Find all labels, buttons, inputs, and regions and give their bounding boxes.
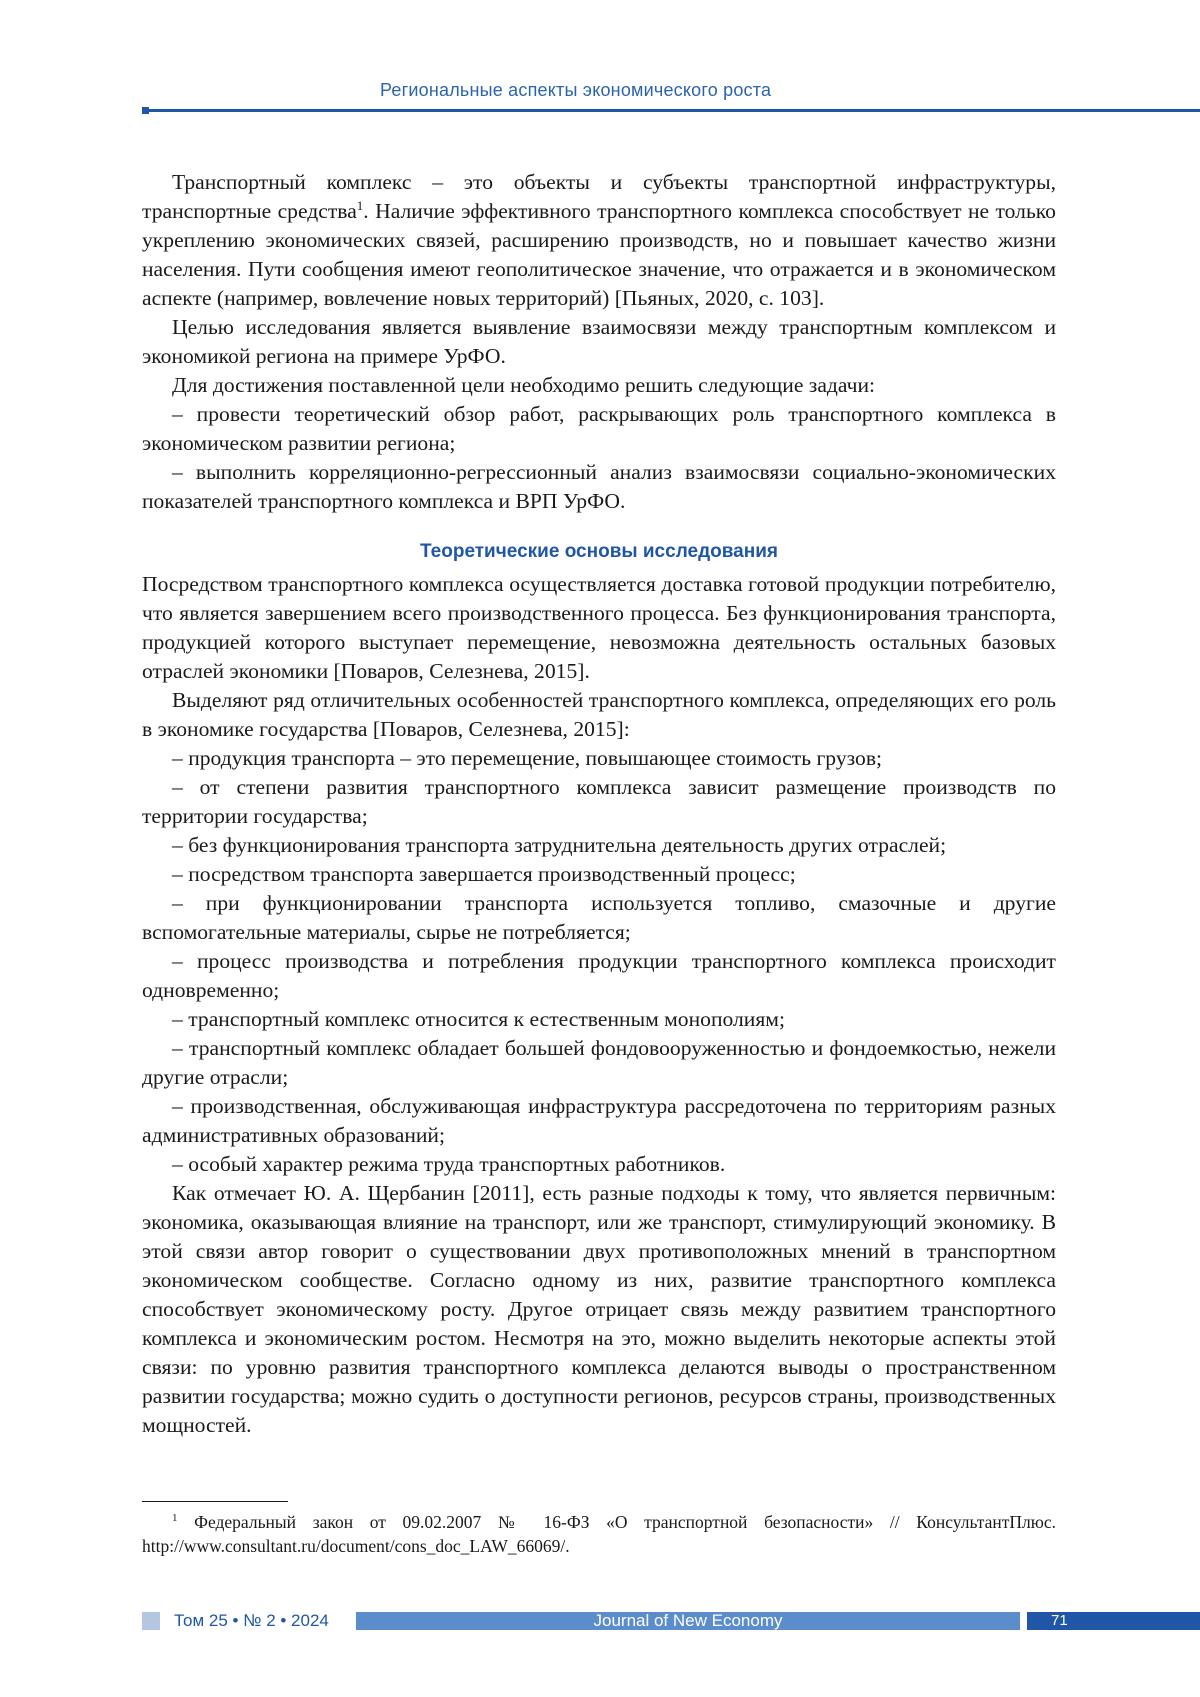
footnote-ref[interactable]: 1	[357, 198, 364, 213]
footnote-separator	[142, 1501, 288, 1502]
feature-list-item: – посредством транспорта завершается производственный процесс;	[142, 860, 1056, 889]
section-paragraph-2: Выделяют ряд отличительных особенностей транспортного комплекса, определяющих его роль в экономике государства [Поваров, Селезнева, 2015]:	[142, 686, 1056, 744]
section-title: Теоретические основы исследования	[142, 538, 1056, 566]
feature-list-item: – производственная, обслуживающая инфраструктура рассредоточена по территориям разных административных образований;	[142, 1092, 1056, 1150]
feature-list-item: – процесс производства и потребления продукции транспортного комплекса происходит одновременно;	[142, 947, 1056, 1005]
page-footer	[142, 1611, 1200, 1631]
feature-list-item: – продукция транспорта – это перемещение, повышающее стоимость грузов;	[142, 744, 1056, 773]
footnote	[142, 1510, 1056, 1558]
article-body	[142, 168, 1056, 1440]
footnote-marker: 1	[172, 1512, 178, 1524]
task-item: – провести теоретический обзор работ, раскрывающих роль транспортного комплекса в экономическом развитии региона;	[142, 400, 1056, 458]
intro-paragraph-1: Транспортный комплекс – это объекты и субъекты транспортной инфраструктуры, транспортные средства1. Наличие эффективного транспортного комплекса способствует не только укреплению экономических связей, расширению производств, но и повышает качество жизни населения. Пути сообщения имеют геополитическое значение, что отражается и в экономическом аспекте (например, вовлечение новых территорий) [Пьяных, 2020, с. 103].	[142, 168, 1056, 313]
footer-journal-title: Journal of New Economy	[356, 1612, 1020, 1630]
feature-list-item: – при функционировании транспорта используется топливо, смазочные и другие вспомогательные материалы, сырье не потребляется;	[142, 889, 1056, 947]
footnote-text: Федеральный закон от 09.02.2007 № 16-ФЗ «О транспортной безопасности» // КонсультантПлюс. http://www.consultant.ru/document/cons_doc_LAW_66069/.	[142, 1512, 1056, 1556]
feature-list-item: – без функционирования транспорта затруднительна деятельность других отраслей;	[142, 831, 1056, 860]
running-head: Региональные аспекты экономического роста	[380, 80, 771, 101]
feature-list-item: – от степени развития транспортного комплекса зависит размещение производств по территории государства;	[142, 773, 1056, 831]
section-paragraph-1: Посредством транспортного комплекса осуществляется доставка готовой продукции потребителю, что является завершением всего производственного процесса. Без функционирования транспорта, продукцией которого выступает перемещение, невозможна деятельность остальных базовых отраслей экономики [Поваров, Селезнева, 2015].	[142, 570, 1056, 686]
footer-square-icon	[142, 1612, 160, 1630]
footer-volume-info: Том 25 • № 2 • 2024	[174, 1611, 329, 1631]
footer-page-number-box	[1027, 1612, 1200, 1630]
feature-list-item: – транспортный комплекс относится к естественным монополиям;	[142, 1005, 1056, 1034]
task-item: – выполнить корреляционно-регрессионный анализ взаимосвязи социально-экономических показателей транспортного комплекса и ВРП УрФО.	[142, 458, 1056, 516]
feature-list-item: – особый характер режима труда транспортных работников.	[142, 1150, 1056, 1179]
page-number: 71	[1051, 1612, 1068, 1630]
feature-list-item: – транспортный комплекс обладает большей фондовооруженностью и фондоемкостью, нежели другие отрасли;	[142, 1034, 1056, 1092]
section-paragraph-3: Как отмечает Ю. А. Щербанин [2011], есть разные подходы к тому, что является первичным: экономика, оказывающая влияние на транспорт, или же транспорт, стимулирующий экономику. В этой связи автор говорит о существовании двух противоположных мнений в транспортном экономическом сообществе. Согласно одному из них, развитие транспортного комплекса способствует экономическому росту. Другое отрицает связь между развитием транспортного комплекса и экономическим ростом. Несмотря на это, можно выделить некоторые аспекты этой связи: по уровню развития транспортного комплекса делаются выводы о пространственном развитии государства; можно судить о доступности регионов, ресурсов страны, производственных мощностей.	[142, 1179, 1056, 1440]
header-rule	[145, 109, 1200, 112]
intro-paragraph-goal: Целью исследования является выявление взаимосвязи между транспортным комплексом и экономикой региона на примере УрФО.	[142, 313, 1056, 371]
intro-paragraph-tasks: Для достижения поставленной цели необходимо решить следующие задачи:	[142, 371, 1056, 400]
